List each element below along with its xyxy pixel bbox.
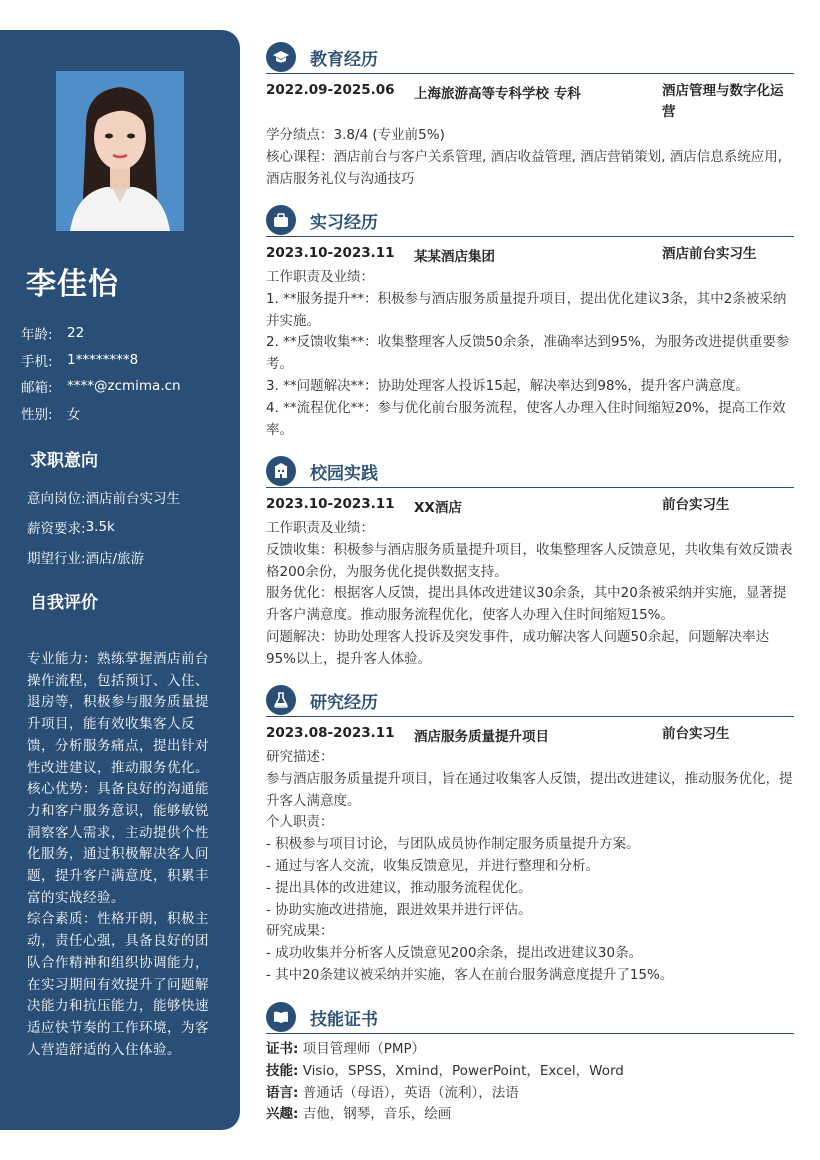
- skill-label: 证书:: [266, 1041, 299, 1057]
- entry-role: 酒店管理与数字化运营: [662, 83, 784, 120]
- section-campus-header: [266, 456, 794, 488]
- info-value: 女: [67, 406, 81, 423]
- entry-date: 2023.10-2023.11: [266, 496, 395, 512]
- intent-industry: [27, 542, 237, 572]
- intent-label: 期望行业:: [27, 551, 86, 567]
- profile-photo: [56, 71, 184, 231]
- skill-row: [266, 1083, 794, 1105]
- skill-value: Visio，SPSS，Xmind，PowerPoint，Excel，Word: [302, 1062, 624, 1079]
- body-line: 工作职责及业绩：: [266, 520, 374, 536]
- info-value: ****@zcmima.cn: [67, 378, 181, 395]
- skill-label: 兴趣:: [266, 1106, 299, 1123]
- info-gender: [21, 400, 231, 427]
- entry-org: XX酒店: [414, 500, 462, 516]
- intent-value: 酒店/旅游: [85, 551, 145, 567]
- entry-role: 酒店前台实习生: [662, 246, 757, 262]
- section-internship-header: [266, 205, 794, 237]
- entry-role: 前台实习生: [662, 726, 730, 742]
- intent-salary: [27, 512, 237, 542]
- candidate-name: 李佳怡: [26, 267, 119, 302]
- body-line: 服务优化：根据客人反馈，提出具体改进建议30余条，其中20条被采纳并实施，显著提升客户满意度。推动服务流程优化，使客人办理入住时间缩短15%。: [266, 585, 787, 624]
- body-line: - 成功收集并分析客人反馈意见200余条，提出改进建议30条。: [266, 945, 643, 962]
- skill-value: 吉他，钢琴，音乐，绘画: [302, 1106, 452, 1123]
- self-evaluation: [27, 649, 217, 1061]
- section-title: 教育经历: [310, 50, 378, 70]
- body-line: 反馈收集：积极参与酒店服务质量提升项目，收集整理客人反馈意见，共收集有效反馈表格200余份，为服务优化提供数据支持。: [266, 541, 793, 580]
- entry-org: 某某酒店集团: [414, 249, 495, 265]
- entry-org: 酒店服务质量提升项目: [414, 729, 549, 745]
- body-line: 工作职责及业绩：: [266, 269, 374, 285]
- body-line: 核心课程：酒店前台与客户关系管理, 酒店收益管理, 酒店营销策划, 酒店信息系统应用, 酒店服务礼仪与沟通技巧: [266, 148, 783, 187]
- flask-icon: [266, 685, 296, 715]
- body-line: 3. **问题解决**：协助处理客人投诉15起，解决率达到98%，提升客户满意度。: [266, 377, 749, 394]
- section-title: 技能证书: [310, 1010, 378, 1030]
- info-label: 性别:: [21, 406, 53, 423]
- section-title: 研究经历: [310, 693, 378, 713]
- skill-label: 技能:: [266, 1062, 299, 1079]
- building-icon: [266, 456, 296, 486]
- self-eval-paragraph: 核心优势：具备良好的沟通能力和客户服务意识，能够敏锐洞察客人需求，主动提供个性化服务，通过积极解决客人问题，提升客户满意度，积累丰富的实战经验。: [27, 781, 209, 906]
- info-value: 1********8: [67, 351, 139, 368]
- body-line: 问题解决：协助处理客人投诉及突发事件，成功解决客人问题50余起，问题解决率达95%以上，提升客人体验。: [266, 628, 770, 667]
- self-eval-paragraph: 综合素质：性格开朗，积极主动，责任心强，具备良好的团队合作精神和组织协调能力，在实习期间有效提升了问题解决能力和抗压能力，能够快速适应快节奏的工作环境，为客人营造舒适的入住体验。: [27, 911, 209, 1058]
- book-icon: [266, 1002, 296, 1032]
- body-line: 研究成果：: [266, 923, 334, 940]
- intent-value: 酒店前台实习生: [85, 491, 181, 507]
- campus-body: [266, 518, 794, 671]
- entry-org: 上海旅游高等专科学校 专科: [414, 86, 581, 102]
- briefcase-icon: [266, 205, 296, 235]
- body-line: 学分绩点：3.8/4 (专业前5%): [266, 127, 445, 143]
- self-eval-paragraph: 专业能力：熟练掌握酒店前台操作流程，包括预订、入住、退房等，积极参与服务质量提升项目，能有效收集客人反馈，分析服务痛点，提出针对性改进建议，推动服务优化。: [27, 651, 209, 776]
- job-intent: [27, 482, 237, 572]
- entry-date: 2023.10-2023.11: [266, 245, 395, 261]
- body-line: - 其中20条建议被采纳并实施，客人在前台服务满意度提升了15%。: [266, 966, 674, 983]
- entry-date: 2022.09-2025.06: [266, 82, 395, 98]
- internship-body: [266, 267, 794, 441]
- body-line: - 提出具体的改进建议，推动服务流程优化。: [266, 879, 532, 896]
- intent-label: 意向岗位:: [27, 491, 86, 507]
- info-value: 22: [67, 325, 85, 342]
- section-research-header: [266, 685, 794, 717]
- entry-role: 前台实习生: [662, 497, 730, 513]
- body-line: 研究描述：: [266, 749, 334, 765]
- intent-value: 3.5k: [85, 519, 115, 535]
- research-body: [266, 747, 794, 987]
- intent-label: 薪资要求:: [27, 521, 86, 537]
- info-label: 手机:: [21, 353, 53, 370]
- skill-label: 语言:: [266, 1084, 299, 1101]
- body-line: 4. **流程优化**：参与优化前台服务流程，使客人办理入住时间缩短20%，提高工作效率。: [266, 399, 786, 438]
- info-phone: [21, 347, 231, 374]
- section-skills-header: [266, 1002, 794, 1034]
- intent-title: 求职意向: [30, 451, 98, 471]
- skills-list: [266, 1039, 794, 1126]
- sidebar: [0, 30, 240, 1130]
- body-line: - 协助实施改进措施，跟进效果并进行评估。: [266, 901, 532, 918]
- self-eval-title: 自我评价: [30, 593, 98, 613]
- skill-row: [266, 1104, 794, 1126]
- info-email: [21, 373, 231, 400]
- body-line: 参与酒店服务质量提升项目，旨在通过收集客人反馈，提出改进建议，推动服务优化，提升客人满意度。: [266, 770, 793, 809]
- section-education-header: [266, 42, 794, 74]
- section-title: 校园实践: [310, 464, 378, 484]
- personal-info: [21, 320, 231, 426]
- intent-position: [27, 482, 237, 512]
- skill-value: 普通话（母语），英语（流利），法语: [302, 1084, 519, 1101]
- skill-row: [266, 1039, 794, 1061]
- entry-date: 2023.08-2023.11: [266, 725, 395, 741]
- body-line: 1. **服务提升**：积极参与酒店服务质量提升项目，提出优化建议3条，其中2条被采纳并实施。: [266, 290, 787, 329]
- info-label: 邮箱:: [21, 380, 53, 397]
- info-age: [21, 320, 231, 347]
- graduation-cap-icon: [266, 42, 296, 72]
- body-line: - 通过与客人交流，收集反馈意见，并进行整理和分析。: [266, 857, 600, 874]
- body-line: 2. **反馈收集**：收集整理客人反馈50余条，准确率达到95%，为服务改进提供重要参考。: [266, 334, 790, 373]
- body-line: 个人职责：: [266, 814, 334, 831]
- body-line: - 积极参与项目讨论，与团队成员协作制定服务质量提升方案。: [266, 836, 640, 853]
- education-body: [266, 125, 794, 190]
- skill-value: 项目管理师（PMP）: [302, 1041, 426, 1057]
- skill-row: [266, 1061, 794, 1083]
- info-label: 年龄:: [21, 327, 53, 344]
- section-title: 实习经历: [310, 213, 378, 233]
